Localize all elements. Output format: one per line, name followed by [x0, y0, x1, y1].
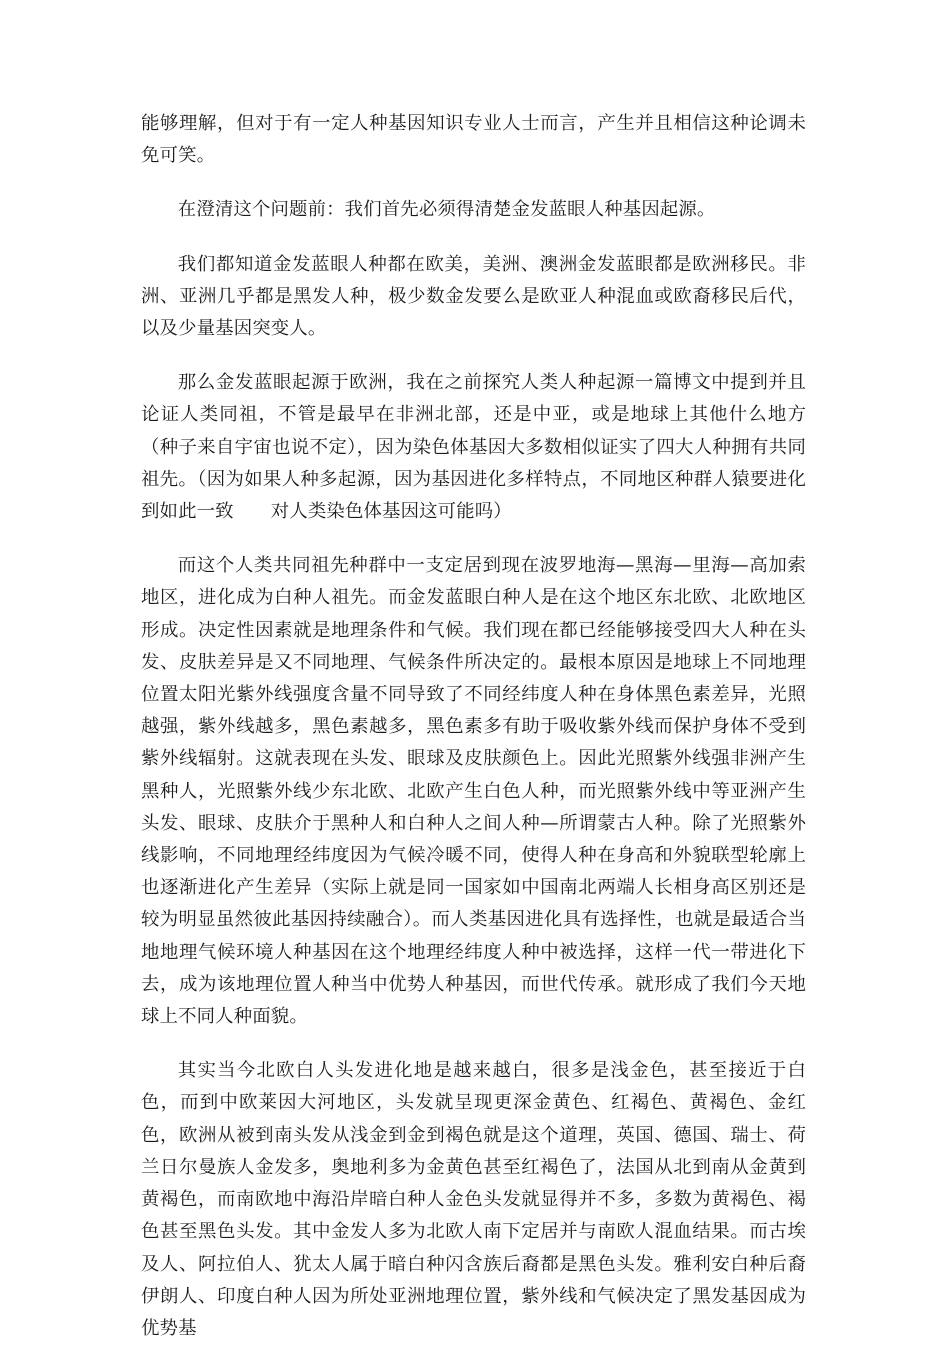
- document-body: [141, 108, 806, 1367]
- paragraph-3: 我们都知道金发蓝眼人种都在欧美，美洲、澳洲金发蓝眼都是欧洲移民。非洲、亚洲几乎都是黑发人种，极少数金发要么是欧亚人种混血或欧裔移民后代，以及少量基因突变人。: [141, 253, 806, 340]
- paragraph-4: 那么金发蓝眼起源于欧洲，我在之前探究人类人种起源一篇博文中提到并且论证人类同祖，不管是最早在非洲北部，还是中亚，或是地球上其他什么地方（种子来自宇宙也说不定），因为染色体基因大多数相似证实了四大人种拥有共同祖先。（因为如果人种多起源，因为基因进化多样特点，不同地区种群人猿要进化到如此一致 对人类染色体基因这可能吗）: [141, 372, 806, 523]
- paragraph-5: 而这个人类共同祖先种群中一支定居到现在波罗地海—黑海—里海—高加索地区，进化成为白种人祖先。而金发蓝眼白种人是在这个地区东北欧、北欧地区形成。决定性因素就是地理条件和气候。我们现在都已经能够接受四大人种在头发、皮肤差异是又不同地理、气候条件所决定的。最根本原因是地球上不同地理位置太阳光紫外线强度含量不同导致了不同经纬度人种在身体黑色素差异，光照越强，紫外线越多，黑色素越多，黑色素多有助于吸收紫外线而保护身体不受到紫外线辐射。这就表现在头发、眼球及皮肤颜色上。因此光照紫外线强非洲产生黑种人，光照紫外线少东北欧、北欧产生白色人种，而光照紫外线中等亚洲产生头发、眼球、皮肤介于黑种人和白种人之间人种—所谓蒙古人种。除了光照紫外线影响，不同地理经纬度因为气候冷暖不同，使得人种在身高和外貌联型轮廓上也逐渐进化产生差异（实际上就是同一国家如中国南北两端人长相身高区别还是较为明显虽然彼此基因持续融合）。而人类基因进化具有选择性，也就是最适合当地地理气候环境人种基因在这个地理经纬度人种中被选择，这样一代一带进化下去，成为该地理位置人种当中优势人种基因，而世代传承。就形成了我们今天地球上不同人种面貌。: [141, 555, 806, 1028]
- paragraph-1: 能够理解，但对于有一定人种基因知识专业人士而言，产生并且相信这种论调未免可笑。: [141, 113, 806, 167]
- paragraph-2: 在澄清这个问题前：我们首先必须得清楚金发蓝眼人种基因起源。: [177, 199, 716, 221]
- paragraph-6: 其实当今北欧白人头发进化地是越来越白，很多是浅金色，甚至接近于白色，而到中欧莱因大河地区，头发就呈现更深金黄色、红褐色、黄褐色、金红色，欧洲从被到南头发从浅金到金到褐色就是这个道理，英国、德国、瑞士、荷兰日尔曼族人金发多，奥地利多为金黄色甚至红褐色了，法国从北到南从金黄到黄褐色，而南欧地中海沿岸暗白种人金色头发就显得并不多，多数为黄褐色、褐色甚至黑色头发。其中金发人多为北欧人南下定居并与南欧人混血结果。而古埃及人、阿拉伯人、犹太人属于暗白种闪含族后裔都是黑色头发。雅利安白种后裔伊朗人、印度白种人因为所处亚洲地理位置，紫外线和气候决定了黑发基因成为优势基: [141, 1060, 806, 1339]
